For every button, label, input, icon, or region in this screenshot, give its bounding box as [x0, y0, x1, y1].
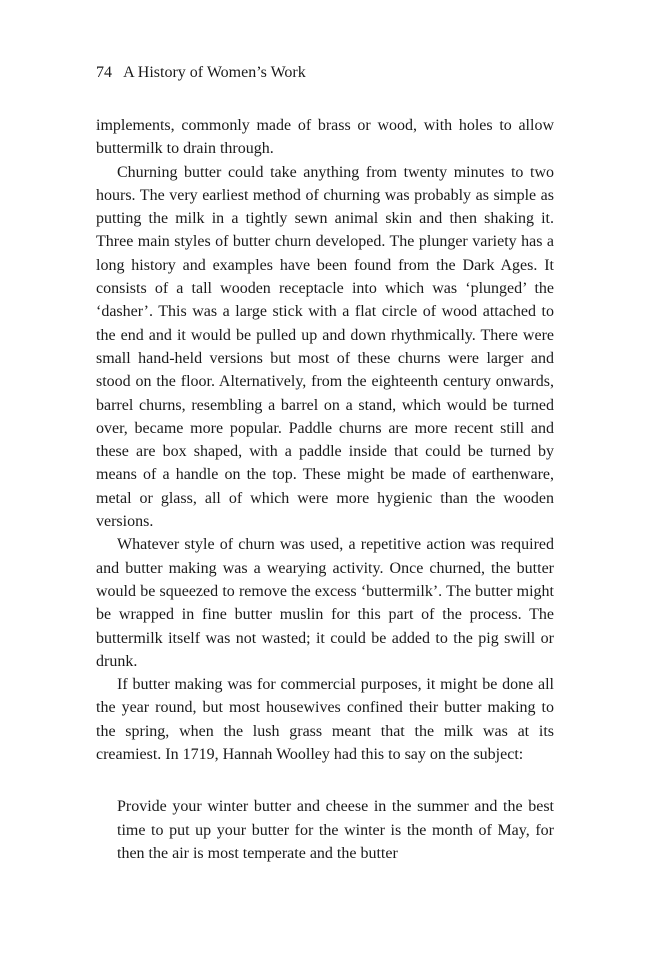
paragraph-continued: implements, commonly made of brass or wood, with holes to allow buttermilk to drain through.	[96, 117, 554, 158]
book-page	[96, 62, 554, 865]
running-head	[96, 62, 554, 84]
page-number: 74	[96, 64, 112, 81]
block-quote: Provide your winter butter and cheese in the summer and the best time to put up your butter for the winter is the month of May, for then the air is most temperate and the butter	[117, 798, 554, 862]
running-title: A History of Women’s Work	[123, 64, 306, 81]
paragraph-churn-styles: Whatever style of churn was used, a repetitive action was required and butter making was a wearying activity. Once churned, the butter would be squeezed to remove the excess ‘buttermilk’. The butter might be wrapped in fine butter muslin for this part of the process. The buttermilk itself was not wasted; it could be added to the pig swill or drunk.	[96, 536, 554, 670]
body-text	[96, 114, 554, 766]
paragraph-commercial: If butter making was for commercial purposes, it might be done all the year round, but most housewives confined their butter making to the spring, when the lush grass meant that the milk was at its creamiest. In 1719, Hannah Woolley had this to say on the subject:	[96, 676, 554, 764]
paragraph-churning: Churning butter could take anything from twenty minutes to two hours. The very earliest method of churning was probably as simple as putting the milk in a tightly sewn animal skin and then shaking it. Three main styles of butter churn developed. The plunger variety has a long history and examples have been found from the Dark Ages. It consists of a tall wooden receptacle into which was ‘plunged’ the ‘dasher’. This was a large stick with a flat circle of wood attached to the end and it would be pulled up and down rhythmically. There were small hand-held versions but most of these churns were larger and stood on the floor. Alternatively, from the eighteenth century onwards, barrel churns, resembling a barrel on a stand, which would be turned over, became more popular. Paddle churns are more recent still and these are box shaped, with a paddle inside that could be turned by means of a handle on the top. These might be made of earthenware, metal or glass, all of which were more hygienic than the wooden versions.	[96, 163, 554, 531]
